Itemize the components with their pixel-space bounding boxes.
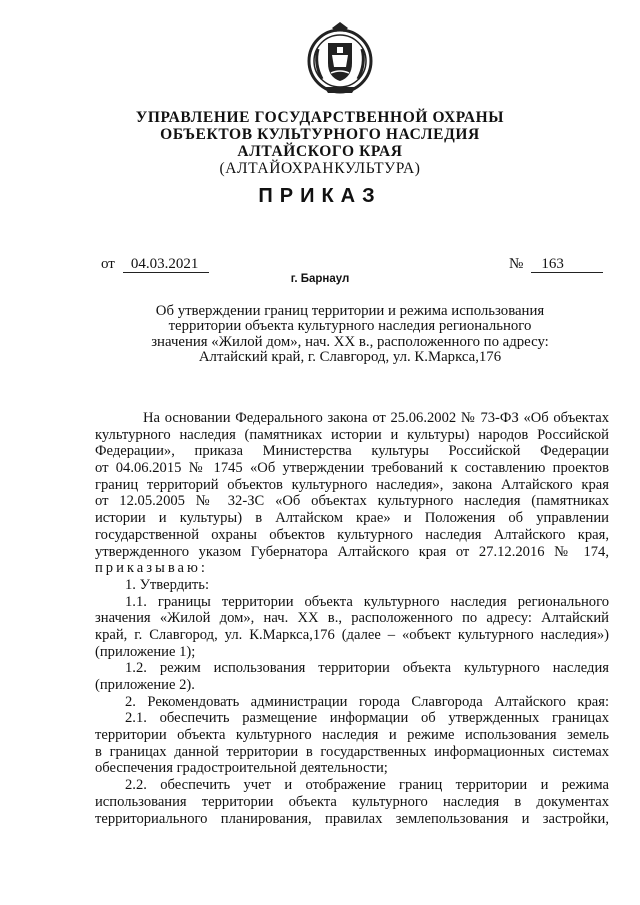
- document-number: 163: [531, 257, 603, 273]
- number-line: [509, 256, 603, 273]
- subject-line: территории объекта культурного наследия регионального: [168, 318, 532, 335]
- body-line: (приложение 2).: [95, 677, 195, 693]
- coat-of-arms-emblem: [304, 19, 376, 97]
- body-line: значения «Жилой дом», нач. XX в., расположенного по адресу: Алтайский: [95, 610, 609, 627]
- org-line-1: УПРАВЛЕНИЕ ГОСУДАРСТВЕННОЙ ОХРАНЫ: [135, 109, 505, 126]
- document-type-title: ПРИКАЗ: [258, 185, 382, 207]
- org-abbreviation: (АЛТАЙОХРАНКУЛЬТУРА): [219, 160, 421, 177]
- body-line: использования территории объекта культурного наследия в документах: [95, 793, 609, 810]
- clause-2-2: 2.2. обеспечить учет и отображение границ территории и режима: [125, 777, 609, 794]
- org-line-2: ОБЪЕКТОВ КУЛЬТУРНОГО НАСЛЕДИЯ: [160, 126, 480, 143]
- body-line: государственной охраны объектов культурного наследия Алтайского края,: [95, 526, 609, 543]
- body-line: обеспечения градостроительной деятельности;: [95, 760, 388, 777]
- body-line: Федерации», приказа Министерства культуры Российской Федерации: [95, 443, 609, 460]
- body-line: от 12.05.2005 № 32-ЗС «Об объектах культурного наследия (памятниках: [95, 493, 609, 510]
- subject-line: значения «Жилой дом», нач. XX в., расположенного по адресу:: [151, 333, 549, 350]
- clause-2-1: 2.1. обеспечить размещение информации об утвержденных границах: [125, 710, 609, 727]
- document-date: 04.03.2021: [123, 257, 209, 273]
- number-prefix: №: [509, 256, 524, 272]
- org-line-3: АЛТАЙСКОГО КРАЯ: [237, 143, 403, 160]
- organization-name: [0, 109, 640, 177]
- body-line: от 04.06.2015 № 1745 «Об утверждении требований к составлению проектов: [95, 460, 609, 477]
- body-line: истории и культуры) в Алтайском крае» и Положения об управлении: [95, 510, 609, 527]
- subject-line: Алтайский край, г. Славгород, ул. К.Маркса,176: [198, 348, 502, 365]
- body-line: утвержденного указом Губернатора Алтайского края от 27.12.2016 № 174,: [95, 543, 609, 560]
- body-line: край, г. Славгород, ул. К.Маркса,176 (далее – «объект культурного наследия»): [95, 626, 609, 643]
- body-line: территории объекта культурного наследия и режиме использования земель: [95, 727, 609, 744]
- city-name: г. Барнаул: [290, 273, 350, 285]
- body-line: (приложение 1);: [95, 643, 196, 660]
- clause-2: 2. Рекомендовать администрации города Славгорода Алтайского края:: [125, 693, 609, 710]
- date-line: [101, 256, 209, 273]
- clause-1-1: 1.1. границы территории объекта культурного наследия регионального: [125, 593, 609, 610]
- clause-1-2: 1.2. режим использования территории объекта культурного наследия: [125, 660, 609, 677]
- document-body: [95, 410, 609, 827]
- document-subject: [140, 304, 560, 365]
- clause-1: 1. Утвердить:: [125, 576, 210, 593]
- date-prefix: от: [101, 256, 115, 272]
- body-line: территориального планирования, правилах землепользования и застройки,: [95, 810, 609, 827]
- body-line: культурного наследия (памятниках истории и культуры) народов Российской: [95, 426, 609, 443]
- body-line: в границах данной территории в государственных информационных системах: [95, 743, 609, 760]
- subject-line: Об утверждении границ территории и режима использования: [155, 303, 545, 319]
- body-line: На основании Федерального закона от 25.06.2002 № 73-ФЗ «Об объектах: [143, 410, 609, 426]
- body-line: приказываю:: [95, 560, 208, 577]
- body-line: границ территорий объектов культурного наследия», закона Алтайского края: [95, 476, 609, 493]
